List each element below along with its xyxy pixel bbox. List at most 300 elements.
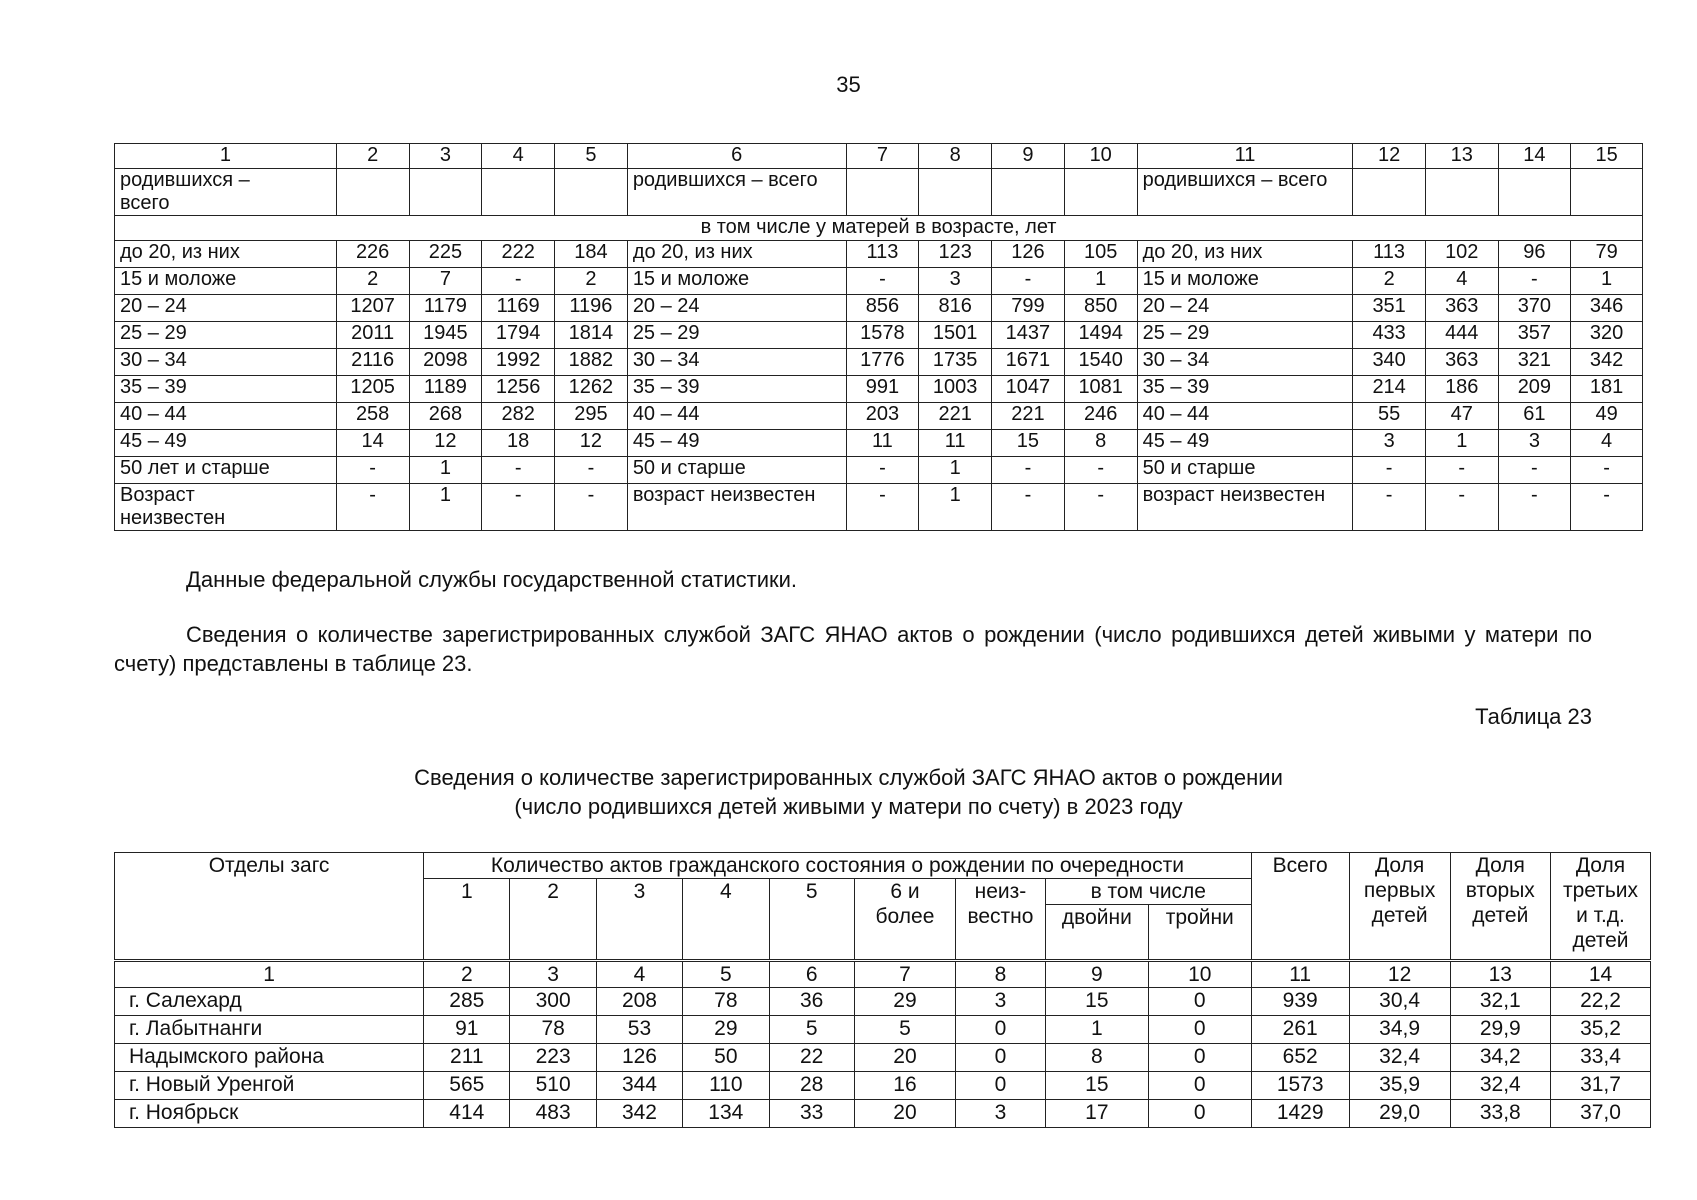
- table-cell: 221: [919, 403, 992, 430]
- table-cell: -: [846, 484, 919, 531]
- table-cell: 5: [769, 1016, 854, 1044]
- table-cell: 2116: [336, 349, 409, 376]
- table-cell: 102: [1425, 241, 1498, 268]
- row-label: 45 – 49: [115, 430, 337, 457]
- table-cell: 0: [956, 1016, 1046, 1044]
- column-number: 2: [336, 144, 409, 169]
- table-cell: 295: [555, 403, 628, 430]
- table-cell: 134: [683, 1100, 769, 1128]
- table-cell: 34,2: [1450, 1044, 1550, 1072]
- row-label: 20 – 24: [115, 295, 337, 322]
- table-cell: 0: [1148, 1100, 1251, 1128]
- table-cell: 282: [482, 403, 555, 430]
- column-number: 7: [846, 144, 919, 169]
- table-cell: -: [1353, 484, 1426, 531]
- column-number: 10: [1148, 961, 1251, 988]
- row-label: 25 – 29: [1137, 322, 1353, 349]
- table-cell: 222: [482, 241, 555, 268]
- table-cell: 433: [1353, 322, 1426, 349]
- order-header: 4: [683, 879, 769, 961]
- table-cell: 1945: [409, 322, 482, 349]
- table-cell: 0: [1148, 1044, 1251, 1072]
- age-rows: [115, 241, 1643, 531]
- table-cell: 1540: [1064, 349, 1137, 376]
- group-header: Количество актов гражданского состояния о рождении по очередности: [424, 853, 1252, 879]
- table-cell: 5: [854, 1016, 955, 1044]
- column-number: 9: [992, 144, 1065, 169]
- row-label: 35 – 39: [627, 376, 846, 403]
- row-label: 30 – 34: [1137, 349, 1353, 376]
- row-label: Возраст неизвестен: [115, 484, 337, 531]
- table-cell: 483: [510, 1100, 596, 1128]
- table-cell: 1437: [992, 322, 1065, 349]
- table-cell: -: [555, 484, 628, 531]
- column-number-row: [115, 144, 1643, 169]
- department-name: г. Лабытнанги: [115, 1016, 424, 1044]
- table-cell: 0: [1148, 1072, 1251, 1100]
- table-cell: -: [1498, 484, 1571, 531]
- row-label: 20 – 24: [1137, 295, 1353, 322]
- table-cell: 1196: [555, 295, 628, 322]
- table-cell: 1578: [846, 322, 919, 349]
- table-cell: 35,2: [1551, 1016, 1651, 1044]
- row-label: 35 – 39: [115, 376, 337, 403]
- table-cell: 1429: [1251, 1100, 1349, 1128]
- table-cell: 363: [1425, 295, 1498, 322]
- departments-header: Отделы загс: [115, 853, 424, 961]
- table-cell: 96: [1498, 241, 1571, 268]
- twins-header: двойни: [1045, 905, 1148, 961]
- row-label: возраст неизвестен: [627, 484, 846, 531]
- department-name: Надымского района: [115, 1044, 424, 1072]
- table-cell: 209: [1498, 376, 1571, 403]
- row-label: 15 и моложе: [627, 268, 846, 295]
- table-cell: 32,4: [1349, 1044, 1450, 1072]
- table-cell: 510: [510, 1072, 596, 1100]
- table-cell: -: [992, 268, 1065, 295]
- table-row: [115, 1044, 1651, 1072]
- table-row: [115, 988, 1651, 1016]
- table-cell: 1794: [482, 322, 555, 349]
- table-cell: 2: [555, 268, 628, 295]
- source-note: Данные федеральной службы государственной статистики.: [186, 567, 798, 592]
- table-cell: 1: [919, 457, 992, 484]
- column-number: 2: [424, 961, 510, 988]
- column-number: 13: [1450, 961, 1550, 988]
- table-cell: 321: [1498, 349, 1571, 376]
- column-number: 14: [1551, 961, 1651, 988]
- total-header: Всего: [1251, 853, 1349, 961]
- order-header: 3: [596, 879, 682, 961]
- department-rows: [115, 961, 1651, 1128]
- table-cell: 37,0: [1551, 1100, 1651, 1128]
- table-cell: 1256: [482, 376, 555, 403]
- column-number: 9: [1045, 961, 1148, 988]
- table-cell: 1169: [482, 295, 555, 322]
- table-cell: 11: [846, 430, 919, 457]
- column-number: 3: [510, 961, 596, 988]
- table-cell: 1081: [1064, 376, 1137, 403]
- table-cell: 126: [596, 1044, 682, 1072]
- row-label: 25 – 29: [627, 322, 846, 349]
- table-cell: 1205: [336, 376, 409, 403]
- order-header: 1: [424, 879, 510, 961]
- table-cell: 15: [1045, 988, 1148, 1016]
- six-plus-header: 6 и более: [854, 879, 955, 961]
- table-cell: 181: [1571, 376, 1643, 403]
- table-cell: 32,4: [1450, 1072, 1550, 1100]
- table-row: [115, 322, 1643, 349]
- page-number: 35: [836, 72, 861, 97]
- table-row: [115, 241, 1643, 268]
- table-cell: 0: [956, 1072, 1046, 1100]
- table-cell: 342: [1571, 349, 1643, 376]
- table-cell: 110: [683, 1072, 769, 1100]
- table-cell: 7: [409, 268, 482, 295]
- table-cell: 223: [510, 1044, 596, 1072]
- column-number: 12: [1353, 144, 1426, 169]
- row-label: 50 и старше: [627, 457, 846, 484]
- table-cell: 565: [424, 1072, 510, 1100]
- table-cell: 1: [919, 484, 992, 531]
- row-label: родившихся – всего: [1137, 169, 1353, 216]
- table-cell: -: [482, 457, 555, 484]
- table-cell: 53: [596, 1016, 682, 1044]
- table-cell: 123: [919, 241, 992, 268]
- table-cell: 126: [992, 241, 1065, 268]
- department-name: г. Ноябрьск: [115, 1100, 424, 1128]
- table-cell: 0: [956, 1044, 1046, 1072]
- table-cell: -: [555, 457, 628, 484]
- table-cell: -: [1571, 457, 1643, 484]
- table-cell: -: [846, 268, 919, 295]
- row-label: 40 – 44: [627, 403, 846, 430]
- table-cell: [555, 169, 628, 216]
- table-cell: -: [482, 268, 555, 295]
- table-cell: [336, 169, 409, 216]
- table-cell: 246: [1064, 403, 1137, 430]
- table-cell: 29,9: [1450, 1016, 1550, 1044]
- table-cell: 33,4: [1551, 1044, 1651, 1072]
- row-label: возраст неизвестен: [1137, 484, 1353, 531]
- row-label: 15 и моложе: [115, 268, 337, 295]
- table-cell: 20: [854, 1044, 955, 1072]
- table-cell: 22: [769, 1044, 854, 1072]
- table-cell: 31,7: [1551, 1072, 1651, 1100]
- column-number: 4: [482, 144, 555, 169]
- table-cell: 34,9: [1349, 1016, 1450, 1044]
- table-row: [115, 376, 1643, 403]
- table-cell: 15: [1045, 1072, 1148, 1100]
- column-number: 4: [596, 961, 682, 988]
- including-header: в том числе: [1045, 879, 1251, 905]
- table-row: [115, 295, 1643, 322]
- table-cell: [1571, 169, 1643, 216]
- header-row-1: [115, 853, 1651, 879]
- table-cell: 29: [683, 1016, 769, 1044]
- table-cell: 1671: [992, 349, 1065, 376]
- table-cell: 342: [596, 1100, 682, 1128]
- table-row: [115, 349, 1643, 376]
- table-cell: -: [1064, 457, 1137, 484]
- table-cell: 33: [769, 1100, 854, 1128]
- column-number: 7: [854, 961, 955, 988]
- table-cell: 32,1: [1450, 988, 1550, 1016]
- table-cell: 49: [1571, 403, 1643, 430]
- table-cell: [919, 169, 992, 216]
- table-cell: 799: [992, 295, 1065, 322]
- table-cell: 991: [846, 376, 919, 403]
- table-cell: 1573: [1251, 1072, 1349, 1100]
- row-label: до 20, из них: [115, 241, 337, 268]
- row-label: до 20, из них: [627, 241, 846, 268]
- table-cell: 1501: [919, 322, 992, 349]
- column-number: 1: [115, 961, 424, 988]
- table-cell: 79: [1571, 241, 1643, 268]
- table-cell: 15: [992, 430, 1065, 457]
- table-cell: 17: [1045, 1100, 1148, 1128]
- column-number: 12: [1349, 961, 1450, 988]
- table-cell: 33,8: [1450, 1100, 1550, 1128]
- table-cell: 363: [1425, 349, 1498, 376]
- table-cell: -: [992, 457, 1065, 484]
- column-number: 8: [919, 144, 992, 169]
- column-number: 15: [1571, 144, 1643, 169]
- table-cell: 300: [510, 988, 596, 1016]
- table-cell: 370: [1498, 295, 1571, 322]
- table-cell: 2011: [336, 322, 409, 349]
- table-cell: 1: [1571, 268, 1643, 295]
- table-cell: 226: [336, 241, 409, 268]
- row-label: 25 – 29: [115, 322, 337, 349]
- table-cell: 4: [1425, 268, 1498, 295]
- table-cell: 3: [956, 988, 1046, 1016]
- table-cell: 0: [1148, 1016, 1251, 1044]
- table-cell: 78: [510, 1016, 596, 1044]
- table-cell: 1735: [919, 349, 992, 376]
- table-row: [115, 268, 1643, 295]
- table-cell: 184: [555, 241, 628, 268]
- table-cell: 208: [596, 988, 682, 1016]
- table-cell: 1: [409, 484, 482, 531]
- row-label: родившихся – всего: [115, 169, 337, 216]
- table-cell: 351: [1353, 295, 1426, 322]
- table-row: [115, 403, 1643, 430]
- table-cell: 8: [1045, 1044, 1148, 1072]
- table-cell: 1494: [1064, 322, 1137, 349]
- table-cell: 1: [1045, 1016, 1148, 1044]
- table-cell: [482, 169, 555, 216]
- table-title: Сведения о количестве зарегистрированных службой ЗАГС ЯНАО актов о рождении (число родившихся детей живыми у матери по счету) в 2023 году: [414, 765, 1283, 819]
- table-cell: 91: [424, 1016, 510, 1044]
- column-number: 14: [1498, 144, 1571, 169]
- share-first-header: Доля первых детей: [1349, 853, 1450, 961]
- table-cell: [1498, 169, 1571, 216]
- table-cell: 20: [854, 1100, 955, 1128]
- mother-age-caption: в том числе у матерей в возрасте, лет: [115, 216, 1643, 241]
- table-cell: 1992: [482, 349, 555, 376]
- table-cell: 3: [1353, 430, 1426, 457]
- table-cell: -: [1064, 484, 1137, 531]
- table-cell: 320: [1571, 322, 1643, 349]
- table-cell: 344: [596, 1072, 682, 1100]
- table-cell: 856: [846, 295, 919, 322]
- table-cell: 1179: [409, 295, 482, 322]
- table-cell: -: [992, 484, 1065, 531]
- table-cell: 22,2: [1551, 988, 1651, 1016]
- table-cell: 211: [424, 1044, 510, 1072]
- table-cell: 0: [1148, 988, 1251, 1016]
- table-row: [115, 1016, 1651, 1044]
- row-label: 45 – 49: [627, 430, 846, 457]
- department-name: г. Новый Уренгой: [115, 1072, 424, 1100]
- row-label: 50 и старше: [1137, 457, 1353, 484]
- table-cell: 939: [1251, 988, 1349, 1016]
- table-cell: 12: [555, 430, 628, 457]
- table-cell: 1776: [846, 349, 919, 376]
- table-cell: 50: [683, 1044, 769, 1072]
- row-label: 30 – 34: [627, 349, 846, 376]
- triplets-header: тройни: [1148, 905, 1251, 961]
- column-number: 13: [1425, 144, 1498, 169]
- table-cell: -: [1498, 268, 1571, 295]
- column-number: 5: [683, 961, 769, 988]
- total-births-row: [115, 169, 1643, 216]
- row-label: родившихся – всего: [627, 169, 846, 216]
- share-third-header: Доля третьих и т.д. детей: [1551, 853, 1651, 961]
- table-cell: 340: [1353, 349, 1426, 376]
- table-cell: 29: [854, 988, 955, 1016]
- table-cell: 11: [919, 430, 992, 457]
- table-cell: 1: [409, 457, 482, 484]
- table-cell: 261: [1251, 1016, 1349, 1044]
- table-cell: 850: [1064, 295, 1137, 322]
- table-cell: 3: [919, 268, 992, 295]
- age-distribution-table: [114, 143, 1643, 531]
- table-cell: 36: [769, 988, 854, 1016]
- table-cell: 1: [1064, 268, 1137, 295]
- table-cell: 3: [1498, 430, 1571, 457]
- column-number-row: [115, 961, 1651, 988]
- table-cell: 357: [1498, 322, 1571, 349]
- row-label: 20 – 24: [627, 295, 846, 322]
- table-cell: 346: [1571, 295, 1643, 322]
- row-label: 50 лет и старше: [115, 457, 337, 484]
- column-number: 8: [956, 961, 1046, 988]
- table-row: [115, 484, 1643, 531]
- table-cell: 2: [336, 268, 409, 295]
- table-cell: 1814: [555, 322, 628, 349]
- row-label: 30 – 34: [115, 349, 337, 376]
- unknown-header: неиз- вестно: [956, 879, 1046, 961]
- table-cell: 105: [1064, 241, 1137, 268]
- table-cell: -: [846, 457, 919, 484]
- table-cell: 35,9: [1349, 1072, 1450, 1100]
- table-cell: 1003: [919, 376, 992, 403]
- table-cell: 1207: [336, 295, 409, 322]
- table-cell: [1353, 169, 1426, 216]
- table-cell: 3: [956, 1100, 1046, 1128]
- column-number: 11: [1137, 144, 1353, 169]
- table-cell: 47: [1425, 403, 1498, 430]
- table-cell: -: [1571, 484, 1643, 531]
- table-cell: [846, 169, 919, 216]
- table-row: [115, 457, 1643, 484]
- table-row: [115, 1072, 1651, 1100]
- table-cell: -: [482, 484, 555, 531]
- column-number: 11: [1251, 961, 1349, 988]
- table-cell: 221: [992, 403, 1065, 430]
- table-cell: [1064, 169, 1137, 216]
- table-cell: 268: [409, 403, 482, 430]
- row-label: 45 – 49: [1137, 430, 1353, 457]
- table-cell: 55: [1353, 403, 1426, 430]
- column-number: 5: [555, 144, 628, 169]
- table-cell: 1882: [555, 349, 628, 376]
- table-cell: 30,4: [1349, 988, 1450, 1016]
- table-cell: 1189: [409, 376, 482, 403]
- row-label: 15 и моложе: [1137, 268, 1353, 295]
- column-number: 10: [1064, 144, 1137, 169]
- table-cell: 1047: [992, 376, 1065, 403]
- table-cell: 113: [1353, 241, 1426, 268]
- table-cell: -: [336, 457, 409, 484]
- registration-table: [114, 852, 1651, 1128]
- table-cell: 225: [409, 241, 482, 268]
- table-cell: 14: [336, 430, 409, 457]
- table-cell: [409, 169, 482, 216]
- table-cell: 258: [336, 403, 409, 430]
- table-cell: 414: [424, 1100, 510, 1128]
- row-label: 40 – 44: [1137, 403, 1353, 430]
- table-cell: 61: [1498, 403, 1571, 430]
- table-cell: 214: [1353, 376, 1426, 403]
- order-header: 2: [510, 879, 596, 961]
- table-label: Таблица 23: [1475, 704, 1592, 729]
- table-cell: 29,0: [1349, 1100, 1450, 1128]
- share-second-header: Доля вторых детей: [1450, 853, 1550, 961]
- table-cell: 2098: [409, 349, 482, 376]
- table-cell: 16: [854, 1072, 955, 1100]
- table-row: [115, 430, 1643, 457]
- column-number: 6: [769, 961, 854, 988]
- table-cell: 28: [769, 1072, 854, 1100]
- table-cell: 285: [424, 988, 510, 1016]
- table-cell: -: [336, 484, 409, 531]
- table-cell: 78: [683, 988, 769, 1016]
- table-cell: 203: [846, 403, 919, 430]
- table-cell: 113: [846, 241, 919, 268]
- table-cell: 8: [1064, 430, 1137, 457]
- column-number: 3: [409, 144, 482, 169]
- intro-paragraph: Сведения о количестве зарегистрированных службой ЗАГС ЯНАО актов о рождении (число родившихся детей живыми у матери по счету) представлены в таблице 23.: [114, 622, 1592, 676]
- table-cell: -: [1425, 484, 1498, 531]
- table-cell: -: [1353, 457, 1426, 484]
- table-cell: 12: [409, 430, 482, 457]
- row-label: до 20, из них: [1137, 241, 1353, 268]
- table-row: [115, 1100, 1651, 1128]
- table-cell: 186: [1425, 376, 1498, 403]
- table-cell: 18: [482, 430, 555, 457]
- table-cell: 1: [1425, 430, 1498, 457]
- row-label: 35 – 39: [1137, 376, 1353, 403]
- table-cell: 652: [1251, 1044, 1349, 1072]
- table-cell: -: [1498, 457, 1571, 484]
- department-name: г. Салехард: [115, 988, 424, 1016]
- table-cell: [1425, 169, 1498, 216]
- table-cell: -: [1425, 457, 1498, 484]
- column-number: 6: [627, 144, 846, 169]
